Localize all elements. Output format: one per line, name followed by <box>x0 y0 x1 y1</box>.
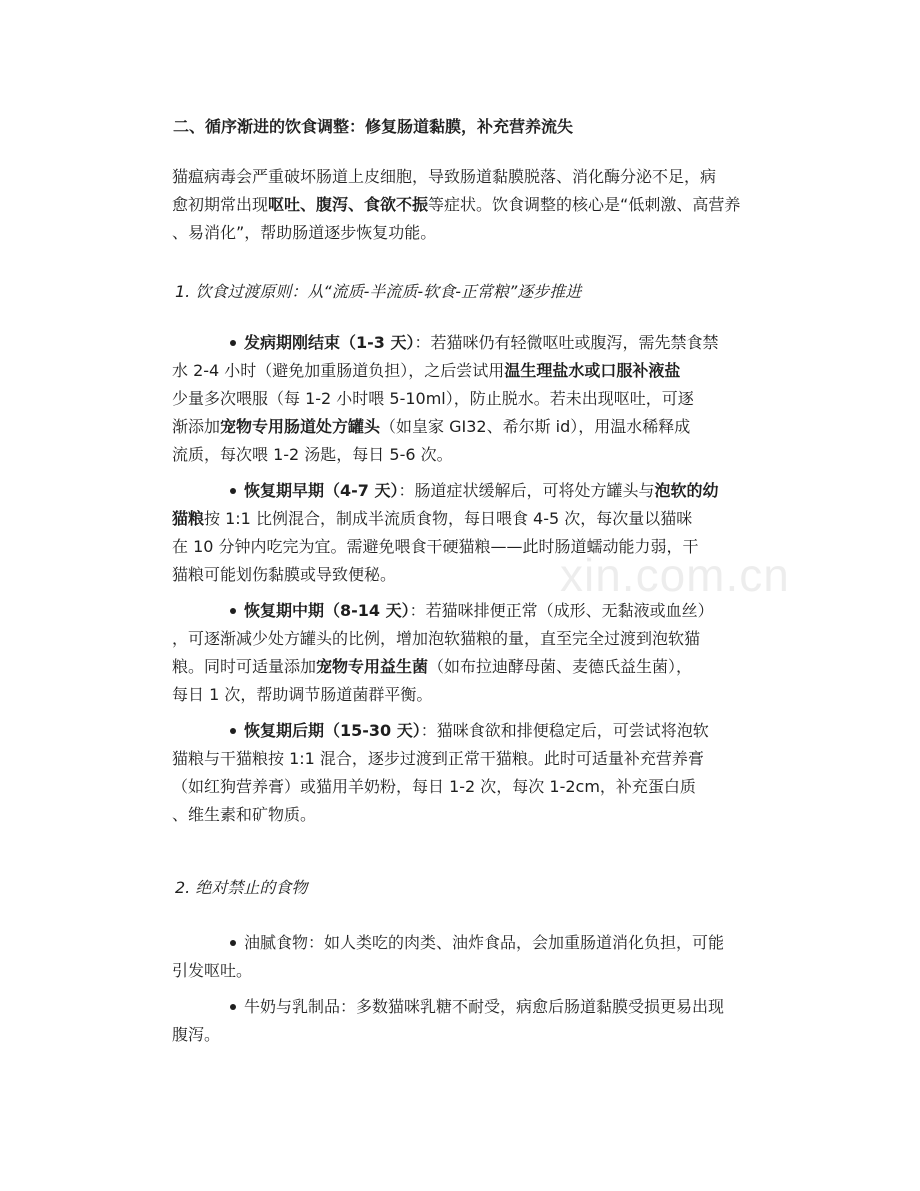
item-line: 猫粮与干猫粮按 1:1 混合，逐步过渡到正常干猫粮。此时可适量补充营养膏 <box>172 749 704 768</box>
bullet-icon <box>228 717 238 745</box>
item-text: 粮。同时可适量添加 <box>172 657 317 676</box>
watermark: xin.com.cn <box>560 549 790 601</box>
bullet-icon <box>228 993 238 1021</box>
item-line <box>172 329 788 357</box>
stage-label: 恢复期中期（8-14 天） <box>244 601 410 620</box>
item-line: 猫粮可能划伤黏膜或导致便秘。 <box>172 565 397 584</box>
bullet-icon <box>228 329 238 357</box>
stage-label: 恢复期后期（15-30 天） <box>244 721 421 740</box>
item-text: ：肠道症状缓解后，可将处方罐头与 <box>398 481 655 500</box>
bullet-icon <box>228 929 238 957</box>
item-text: ：猫咪食欲和排便稳定后，可尝试将泡软 <box>420 721 709 740</box>
item-text: 渐添加 <box>172 417 221 436</box>
item-text: ：若猫咪仍有轻微呕吐或腹泻，需先禁食禁 <box>414 333 719 352</box>
subheading-forbidden-foods: 2. 绝对禁止的食物 <box>175 878 308 897</box>
intro-line-2 <box>172 191 788 219</box>
list-item <box>172 329 788 469</box>
item-highlight: 宠物专用肠道处方罐头 <box>220 417 381 436</box>
item-line: 牛奶与乳制品：多数猫咪乳糖不耐受，病愈后肠道黏膜受损更易出现 <box>244 997 725 1016</box>
item-highlight: 宠物专用益生菌 <box>316 657 429 676</box>
item-highlight: 猫粮 <box>172 509 205 528</box>
bullet-icon <box>228 477 238 505</box>
list-item <box>172 717 788 829</box>
item-line: 每日 1 次，帮助调节肠道菌群平衡。 <box>172 685 433 704</box>
item-line: 油腻食物：如人类吃的肉类、油炸食品，会加重肠道消化负担，可能 <box>244 933 725 952</box>
intro-line-1: 猫瘟病毒会严重破坏肠道上皮细胞，导致肠道黏膜脱落、消化酶分泌不足，病 <box>172 167 717 186</box>
item-line: 在 10 分钟内吃完为宜。需避免喂食干硬猫粮——此时肠道蠕动能力弱，干 <box>172 537 699 556</box>
intro-symptoms: 呕吐、腹泻、食欲不振 <box>268 195 429 214</box>
item-text: 按 1:1 比例混合，制成半流质食物，每日喂食 4-5 次，每次量以猫咪 <box>204 509 693 528</box>
stage-label: 发病期刚结束（1-3 天） <box>244 333 415 352</box>
list-item <box>172 993 788 1049</box>
item-line: 、维生素和矿物质。 <box>172 805 317 824</box>
item-line <box>172 505 788 533</box>
item-highlight: 温生理盐水或口服补液盐 <box>504 361 681 380</box>
section-title: 二、循序渐进的饮食调整：修复肠道黏膜，补充营养流失 <box>173 117 574 136</box>
subheading-diet-transition: 1. 饮食过渡原则：从“流质-半流质-软食-正常粮”逐步推进 <box>175 282 582 301</box>
stage-label: 恢复期早期（4-7 天） <box>244 481 399 500</box>
item-line: 腹泻。 <box>172 1025 221 1044</box>
item-line: ，可逐渐减少处方罐头的比例，增加泡软猫粮的量，直至完全过渡到泡软猫 <box>172 629 701 648</box>
intro-text: 等症状。饮食调整的核心是“低刺激、高营养 <box>428 195 741 214</box>
item-line <box>172 653 788 681</box>
bullet-icon <box>228 597 238 625</box>
item-line: 流质，每次喂 1-2 汤匙，每日 5-6 次。 <box>172 445 453 464</box>
item-line <box>172 477 788 505</box>
item-line: 引发呕吐。 <box>172 961 253 980</box>
item-text: ：若猫咪排便正常（成形、无黏液或血丝） <box>409 601 714 620</box>
list-item <box>172 929 788 985</box>
intro-paragraph <box>172 163 788 247</box>
item-text: （如皇家 GI32、希尔斯 id），用温水稀释成 <box>380 417 691 436</box>
forbidden-food-list <box>172 929 788 1057</box>
item-highlight: 泡软的幼 <box>654 481 719 500</box>
list-item <box>172 597 788 709</box>
item-line <box>172 717 788 745</box>
item-text: 水 2-4 小时（避免加重肠道负担），之后尝试用 <box>172 361 505 380</box>
item-text: （如布拉迪酵母菌、麦德氏益生菌）， <box>428 657 693 676</box>
item-line: （如红狗营养膏）或猫用羊奶粉，每日 1-2 次，每次 1-2cm，补充蛋白质 <box>172 777 696 796</box>
item-line <box>172 357 788 385</box>
intro-text: 愈初期常出现 <box>172 195 269 214</box>
item-line: 少量多次喂服（每 1-2 小时喂 5-10ml），防止脱水。若未出现呕吐，可逐 <box>172 389 694 408</box>
intro-line-3: 、易消化”，帮助肠道逐步恢复功能。 <box>172 223 437 242</box>
item-line <box>172 413 788 441</box>
